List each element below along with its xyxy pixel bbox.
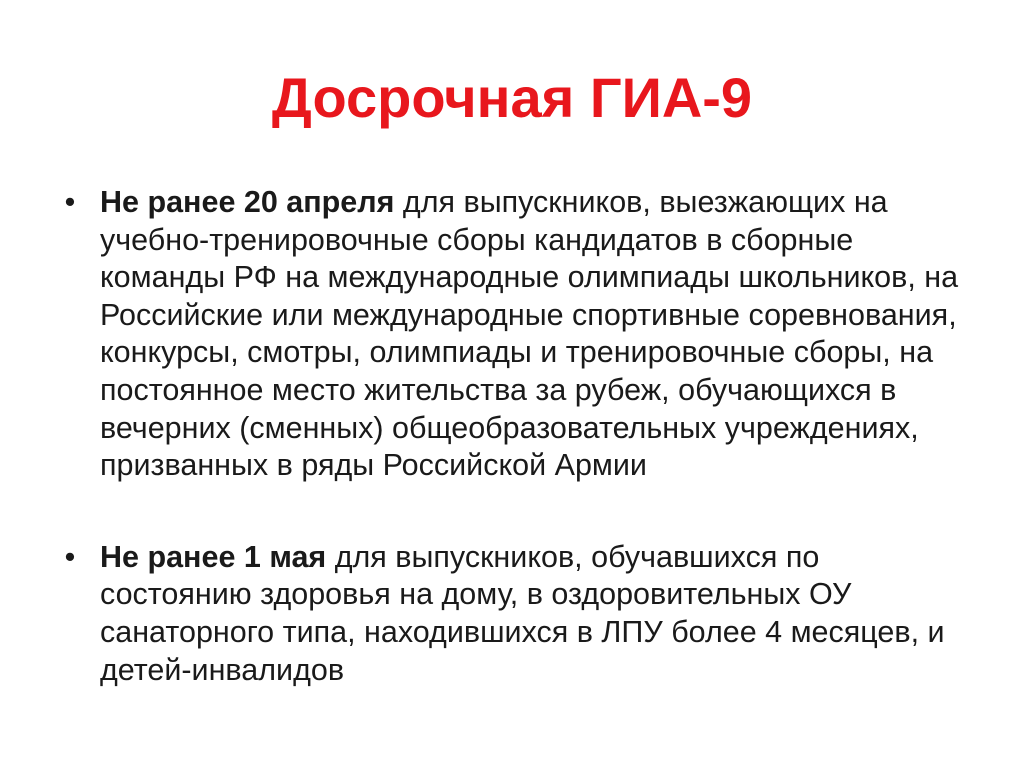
bullet-item-april — [58, 184, 978, 485]
bullet-icon: • — [64, 185, 76, 219]
bullet-lead-text: Не ранее 1 мая — [100, 539, 327, 574]
slide-title: Досрочная ГИА-9 — [271, 66, 753, 129]
bullet-body-text: для выпускников, обучавшихся по состоянию здоровья на дому, в оздоровительных ОУ санаторного типа, находившихся в ЛПУ более 4 месяцев, и детей-инвалидов — [100, 539, 945, 687]
bullet-body-text: для выпускников, выезжающих на учебно-тренировочные сборы кандидатов в сборные команды РФ на международные олимпиады школьников, на Российские или международные спортивные соревнования, конкурсы, смотры, олимпиады и тренировочные сборы, на постоянное место жительства за рубеж, обучающихся в вечерних (сменных) общеобразовательных учреждениях, призванных в ряды Российской Армии — [100, 185, 959, 483]
bullet-list — [58, 184, 978, 689]
bullet-icon: • — [64, 539, 76, 574]
bullet-lead-text: Не ранее 20 апреля — [100, 185, 395, 219]
bullet-item-may — [58, 539, 978, 689]
